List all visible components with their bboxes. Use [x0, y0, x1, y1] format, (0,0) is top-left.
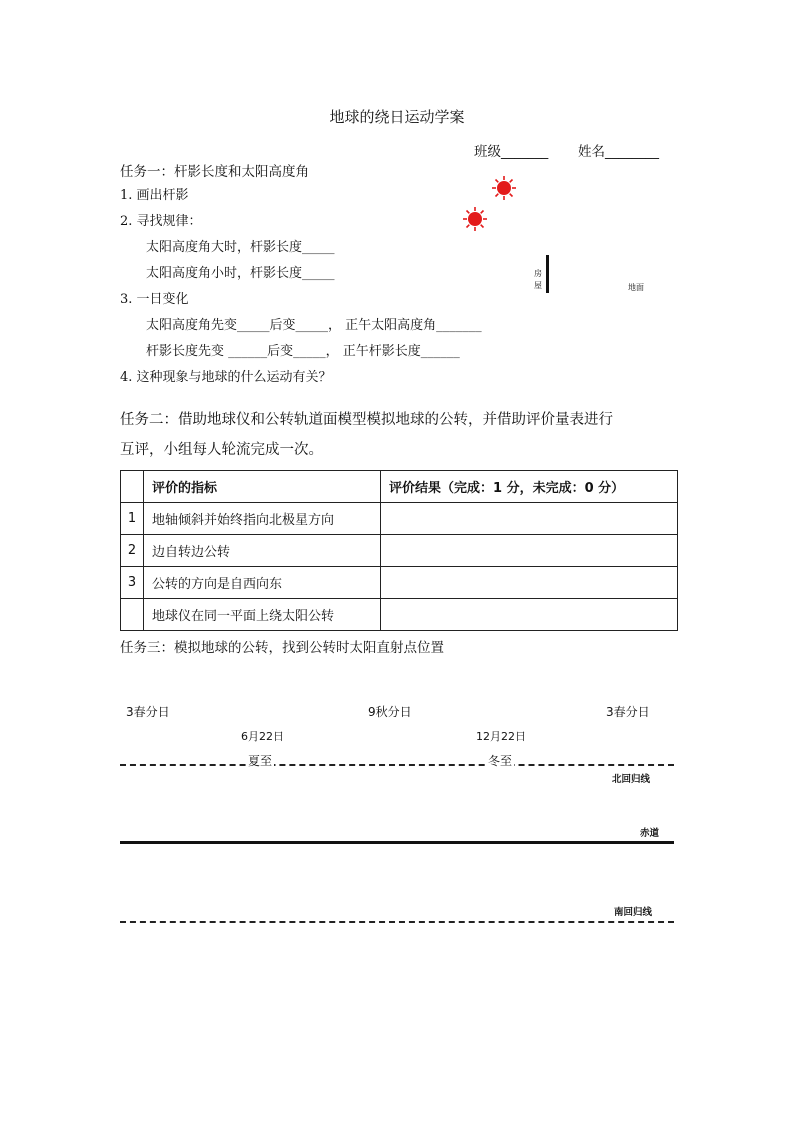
row-indicator: 地球仪在同一平面上绕太阳公转	[144, 599, 381, 631]
row-result[interactable]	[381, 503, 678, 535]
ground-label: 地面	[628, 283, 644, 292]
task1-item4: 4. 这种现象与地球的什么运动有关？	[120, 370, 332, 385]
spring-equinox-label: 3春分日	[126, 705, 170, 719]
task3-heading: 任务三：模拟地球的公转，找到公转时太阳直射点位置	[120, 640, 444, 656]
class-field-label: 班级_______	[474, 144, 549, 160]
task1-item3: 3. 一日变化	[120, 292, 189, 307]
table-header-cell: 评价的指标	[144, 471, 381, 503]
task2-heading: 任务二：借助地球仪和公转轨道面模型模拟地球的公转，并借助评价量表进行	[120, 412, 613, 428]
summer-solstice-label: 夏至	[248, 754, 273, 768]
spring-equinox-label: 3春分日	[606, 705, 650, 719]
tropic-of-capricorn-line	[120, 921, 674, 923]
tropic-of-cancer-label: 北回归线	[612, 774, 651, 785]
tropic-of-capricorn-label: 南回归线	[614, 907, 653, 918]
task2-heading-cont: 互评，小组每人轮流完成一次。	[120, 442, 323, 458]
equator-label: 赤道	[640, 828, 660, 839]
row-number: 2	[121, 535, 144, 567]
task1-heading: 任务一：杆影长度和太阳高度角	[120, 164, 309, 180]
table-row	[121, 535, 678, 567]
autumn-equinox-label: 9秋分日	[368, 705, 412, 719]
table-row	[121, 567, 678, 599]
row-number	[121, 599, 144, 631]
house-label: 房	[534, 269, 542, 278]
evaluation-table	[120, 470, 678, 631]
row-result[interactable]	[381, 567, 678, 599]
tropic-of-cancer-line	[120, 764, 674, 766]
task1-item1: 1. 画出杆影	[120, 188, 189, 203]
row-indicator: 公转的方向是自西向东	[144, 567, 381, 599]
winter-date-label: 12月22日	[476, 730, 526, 743]
house-label: 屋	[534, 281, 542, 290]
row-number: 1	[121, 503, 144, 535]
page-title: 地球的绕日运动学案	[329, 108, 465, 126]
row-result[interactable]	[381, 599, 678, 631]
winter-solstice-label: 冬至	[488, 754, 513, 768]
task1-line-c: 太阳高度角先变_____后变_____， 正午太阳高度角_______	[146, 318, 482, 333]
task1-line-b: 太阳高度角小时，杆影长度_____	[146, 266, 335, 281]
row-number: 3	[121, 567, 144, 599]
name-field-label: 姓名________	[578, 144, 659, 160]
table-header-cell	[121, 471, 144, 503]
sun-icon	[463, 207, 487, 231]
sun-icon	[492, 176, 516, 200]
task1-line-a: 太阳高度角大时，杆影长度_____	[146, 240, 335, 255]
pole	[546, 255, 549, 293]
task1-item2: 2. 寻找规律：	[120, 214, 202, 229]
table-header-row	[121, 471, 678, 503]
table-header-cell: 评价结果（完成：1 分，未完成：0 分）	[381, 471, 678, 503]
table-row	[121, 503, 678, 535]
row-indicator: 地轴倾斜并始终指向北极星方向	[144, 503, 381, 535]
table-row	[121, 599, 678, 631]
row-result[interactable]	[381, 535, 678, 567]
equator-line	[120, 841, 674, 844]
task1-line-d: 杆影长度先变 ______后变_____， 正午杆影长度______	[146, 344, 460, 359]
summer-date-label: 6月22日	[241, 730, 284, 743]
row-indicator: 边自转边公转	[144, 535, 381, 567]
